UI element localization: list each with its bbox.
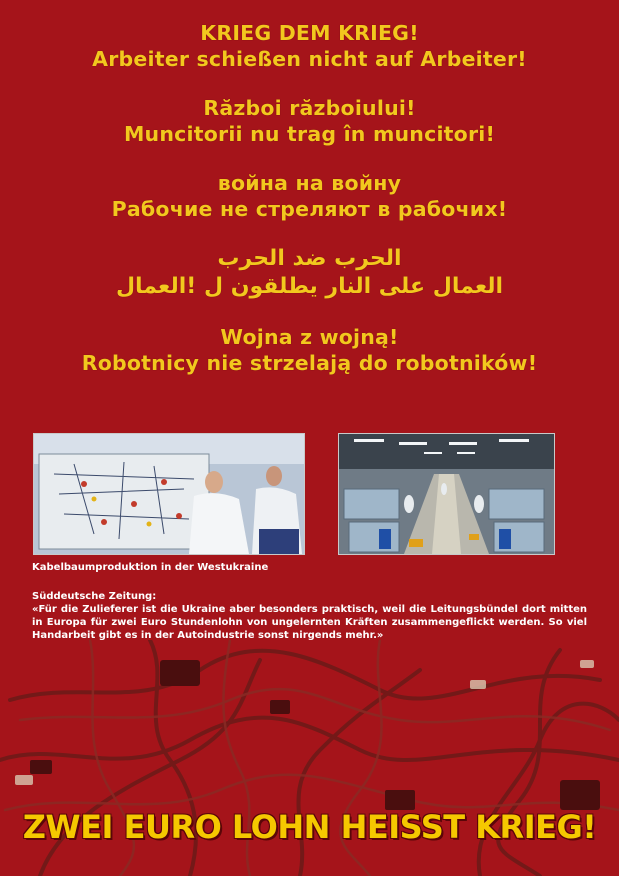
slogan-arabic	[0, 245, 619, 301]
photo-caption: Kabelbaumproduktion in der Westukraine	[32, 562, 269, 573]
slogan-russian	[0, 170, 619, 222]
factory-photo-production-hall	[338, 433, 555, 555]
slogan-title: война на войну	[217, 171, 402, 195]
quote-source: Süddeutsche Zeitung:	[32, 591, 157, 602]
slogan-title: KRIEG DEM KRIEG!	[200, 21, 419, 45]
slogan-subtitle: العمال على النار يطلقون ل !العمال	[115, 274, 504, 299]
slogan-german	[0, 20, 619, 72]
slogan-title: Wojna z wojną!	[220, 325, 399, 349]
factory-photo-cable-harness-assembly	[33, 433, 305, 555]
quote-text: «Für die Zulieferer ist die Ukraine aber besonders praktisch, weil die Leitungsbündel dort mitten in Europa für zwei Euro Stundenlohn von ungelernten Kräften zusammengeflickt werden. So viel Handarbeit gibt es in der Autoindustrie sonst nirgends mehr.»	[32, 604, 587, 641]
slogan-subtitle: Muncitorii nu trag în muncitori!	[123, 122, 496, 146]
bottom-slogan: ZWEI EURO LOHN HEISST KRIEG!	[22, 808, 597, 846]
slogan-subtitle: Robotnicy nie strzelają do robotników!	[81, 351, 538, 375]
slogan-subtitle: Arbeiter schießen nicht auf Arbeiter!	[92, 47, 527, 71]
slogan-subtitle: Рабочие не стреляют в рабочих!	[111, 197, 508, 221]
slogan-title: الحرب ضد الحرب	[217, 246, 402, 271]
slogan-polish	[0, 324, 619, 376]
slogan-romanian	[0, 95, 619, 147]
slogan-title: Război războiului!	[203, 96, 416, 120]
slogan-stack	[0, 20, 619, 399]
